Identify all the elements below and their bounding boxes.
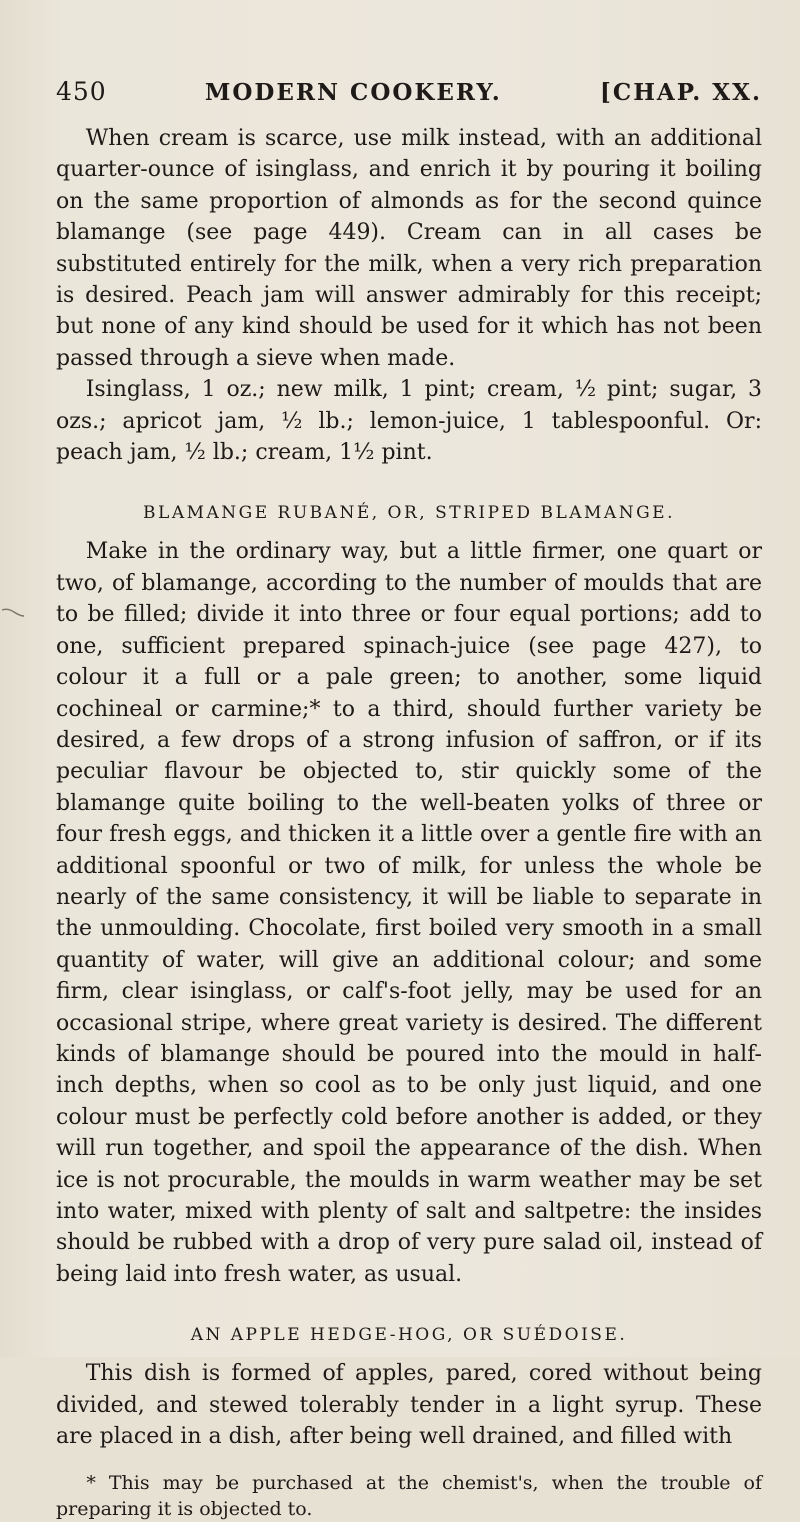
paragraph-blamange-rubane: Make in the ordinary way, but a little firmer, one quart or two, of blamange, according to the number of moulds that are to be filled; divide it into three or four equal portions; add to one, sufficient prepared spinach-juice (see page 427), to colour it a full or a pale green; to another, some liquid cochineal or carmine;* to a third, should further variety be desired, a few drops of a strong infusion of saffron, or if its peculiar flavour be objected to, stir quickly some of the blamange quite boiling to the well-beaten yolks of three or four fresh eggs, and thicken it a little over a gentle fire with an additional spoonful or two of milk, for unless the whole be nearly of the same consistency, it will be liable to separate in the unmoulding. Chocolate, first boiled very smooth in a small quantity of water, will give an additional colour; and some firm, clear isinglass, or calf's-foot jelly, may be used for an occasional stripe, where great variety is desired. The different kinds of blamange should be poured into the mould in half-inch depths, when so cool as to be only just liquid, and one colour must be perfectly cold before another is added, or they will run together, and spoil the appearance of the dish. When ice is not procurable, the moulds in warm weather may be set into water, mixed with plenty of salt and saltpetre: the insides should be rubbed with a drop of very pure salad oil, instead of being laid into fresh water, as usual. <box>56 539 762 1287</box>
running-title: MODERN COOKERY. <box>204 79 502 106</box>
chapter-label: [CHAP. XX. <box>600 79 762 106</box>
running-header <box>56 78 762 107</box>
page-number: 450 <box>56 77 107 106</box>
paragraph-ingredients: Isinglass, 1 oz.; new milk, 1 pint; cream, ½ pint; sugar, 3 ozs.; apricot jam, ½ lb.; lemon-juice, 1 tablespoonful. Or: peach jam, ½ lb.; cream, 1½ pint. <box>56 377 762 466</box>
margin-pencil-mark <box>0 606 26 620</box>
footnote: * This may be purchased at the chemist's, when the trouble of preparing it is objected to. <box>56 1472 762 1521</box>
paragraph-cream-note: When cream is scarce, use milk instead, with an additional quarter-ounce of isinglass, and enrich it by pouring it boiling on the same proportion of almonds as for the second quince blamange (see page 449). Cream can in all cases be substituted entirely for the milk, when a very rich preparation is desired. Peach jam will answer admirably for this receipt; but none of any kind should be used for it which has not been passed through a sieve when made. <box>56 126 762 371</box>
section-heading-blamange-rubane: BLAMANGE RUBANÉ, OR, STRIPED BLAMANGE. <box>143 503 675 524</box>
pencil-mark-icon <box>0 606 26 620</box>
section-heading-apple-hedgehog: AN APPLE HEDGE-HOG, OR SUÉDOISE. <box>190 1325 628 1346</box>
paragraph-apple-hedgehog: This dish is formed of apples, pared, cored without being divided, and stewed tolerably tender in a light syrup. These are placed in a dish, after being well drained, and filled with <box>56 1361 762 1450</box>
